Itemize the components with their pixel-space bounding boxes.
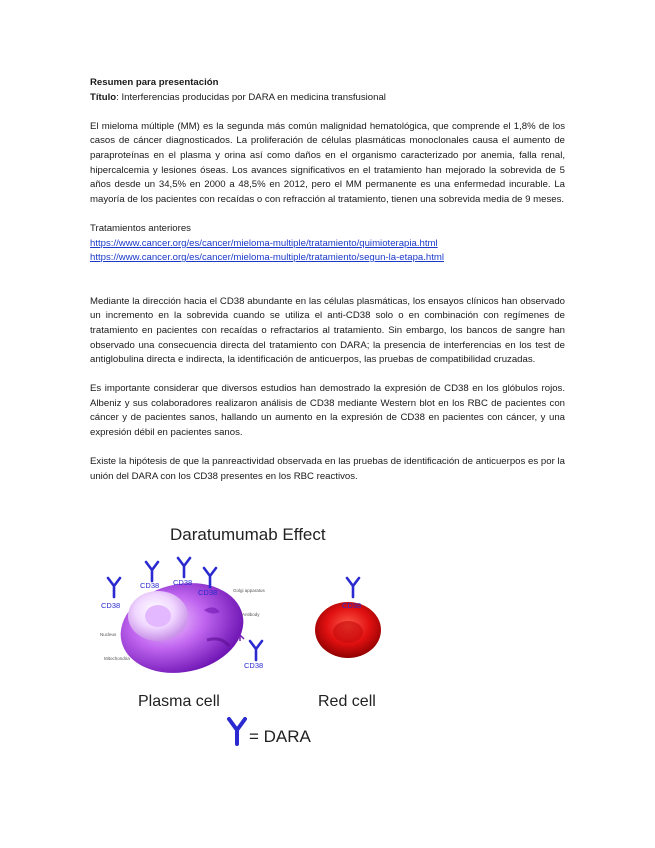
- treatments-heading: Tratamientos anteriores: [90, 222, 191, 234]
- cd38-label: CD38: [198, 588, 218, 597]
- dara-antibody-icon: [146, 562, 158, 581]
- nucleus-label: Nucleus: [100, 632, 117, 637]
- document-body: [90, 76, 565, 484]
- link-chemotherapy[interactable]: https://www.cancer.org/es/cancer/mieloma-multiple/tratamiento/quimioterapia.html: [90, 237, 438, 249]
- title-label: Título: [90, 91, 117, 103]
- figure-title: Daratumumab Effect: [170, 525, 326, 544]
- title-line: [90, 91, 565, 106]
- dara-antibody-icon: [204, 568, 216, 587]
- mitochondria-label: Mitochondria: [104, 656, 130, 661]
- golgi-label: Golgi apparatus: [233, 588, 265, 593]
- cd38-label: CD38: [173, 578, 193, 587]
- antibody-label: Antibody: [242, 612, 260, 617]
- dara-legend: [229, 719, 312, 746]
- dara-antibody-icon: [108, 578, 120, 597]
- cd38-label: CD38: [101, 601, 121, 610]
- red-cell-caption: Red cell: [318, 693, 376, 710]
- cd38-label: CD38: [342, 601, 362, 610]
- dara-antibody-icon: [347, 578, 359, 597]
- expression-paragraph: Es importante considerar que diversos estudios han demostrado la expresión de CD38 en los glóbulos rojos. Albeniz y sus colaboradores realizaron análisis de CD38 mediante Western blot en los RBC de pacientes con cáncer y de pacientes sanos, hallando un aumento en la expresión de CD38 en pacientes con cáncer, y una expresión débil en pacientes sanos.: [90, 383, 565, 439]
- dara-legend-label: = DARA: [249, 727, 311, 746]
- dara-antibody-icon: [250, 641, 262, 660]
- cd38-paragraph: Mediante la dirección hacia el CD38 abundante en las células plasmáticas, los ensayos clínicos han observado un incremento en la sobrevida cuando se utiliza el anti-CD38 solo o en combinación con regímenes de tratamiento en pacientes con recaídas o refractarios al tratamiento. Sin embargo, los bancos de sangre han observado una consecuencia directa del tratamiento con DARA; la presencia de interferencias en los test de antiglobulina directa e indirecta, la identificación de anticuerpos, las pruebas de compatibilidad cruzadas.: [90, 295, 565, 366]
- cd38-label: CD38: [244, 661, 264, 670]
- daratumumab-effect-figure: [92, 518, 392, 750]
- title-text: : Interferencias producidas por DARA en medicina transfusional: [116, 91, 386, 103]
- red-cell-illustration: [315, 602, 381, 658]
- dara-antibody-icon: [178, 558, 190, 577]
- dara-legend-icon: [229, 719, 245, 744]
- plasma-cell-caption: Plasma cell: [138, 693, 220, 710]
- cd38-label: CD38: [140, 581, 160, 590]
- summary-heading: Resumen para presentación: [90, 77, 219, 88]
- link-by-stage[interactable]: https://www.cancer.org/es/cancer/mieloma-multiple/tratamiento/segun-la-etapa.html: [90, 252, 445, 264]
- plasma-cell-illustration: [112, 572, 252, 684]
- hypothesis-paragraph: Existe la hipótesis de que la panreactividad observada en las pruebas de identificación de anticuerpos es por la unión del DARA con los CD38 presentes en los RBC reactivos.: [90, 456, 565, 482]
- intro-paragraph: El mieloma múltiple (MM) es la segunda más común malignidad hematológica, que comprende el 1,8% de los casos de cáncer diagnosticados. La proliferación de células plasmáticas monoclonales causa el aumento de paraproteínas en el plasma y orina así como daños en el organismo caracterizado por anemia, falla renal, hipercalcemia y lesiones óseas. Los avances significativos en el tratamiento han mejorado la sobrevida de 5 años desde un 34,5% en 2000 a 48,5% en 2012, pero el MM permanente es una enfermedad incurable. La mayoría de los pacientes con recaídas o con refracción al tratamiento, tienen una sobrevida media de 9 meses.: [90, 120, 565, 205]
